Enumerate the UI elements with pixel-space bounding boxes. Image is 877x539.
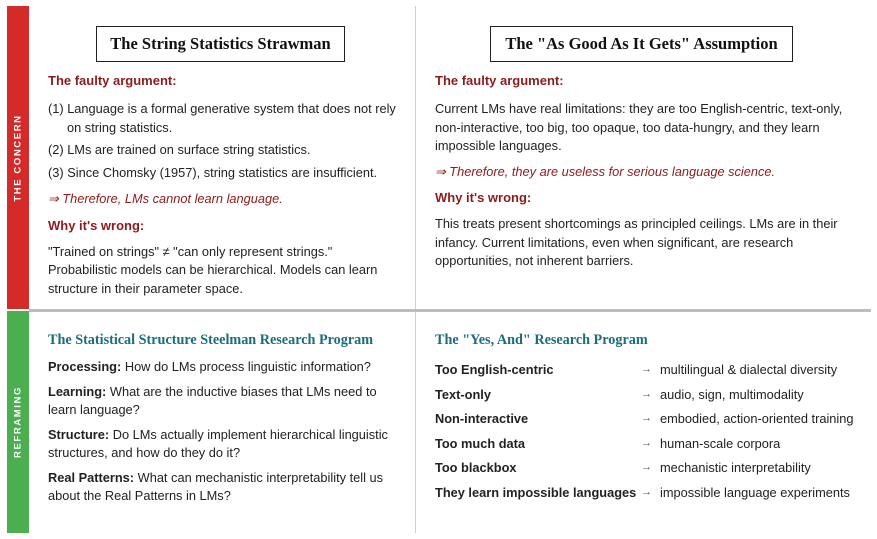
yes-and-limitation: Non-interactive bbox=[435, 411, 529, 426]
steelman-item-text: Do LMs actually implement hierarchical linguistic structures, and how do they do it? bbox=[48, 426, 388, 460]
yes-and-response: multilingual & dialectal diversity bbox=[660, 362, 838, 377]
strawman-panel bbox=[48, 73, 403, 298]
strawman-premise-2: (2) LMs are trained on surface string statistics. bbox=[48, 142, 311, 157]
steelman-item-text: What are the inductive biases that LMs need to learn language? bbox=[48, 383, 377, 417]
arrow-right-icon: → bbox=[641, 387, 652, 400]
good-enough-wrong-heading: Why it's wrong: bbox=[435, 190, 532, 205]
steelman-item-structure bbox=[48, 426, 393, 463]
vertical-divider bbox=[415, 6, 416, 533]
yes-and-limitation: Too much data bbox=[435, 435, 526, 451]
steelman-item-label: Processing: bbox=[48, 359, 122, 374]
yes-and-row bbox=[435, 362, 865, 382]
yes-and-response: mechanistic interpretability bbox=[660, 460, 811, 475]
good-enough-panel bbox=[435, 73, 845, 271]
good-enough-argument: Current LMs have real limitations: they are too English-centric, text-only, non-interactive, too big, too opaque, too data-hungry, and they learn impossible languages. bbox=[435, 101, 843, 153]
steelman-item-text: How do LMs process linguistic information? bbox=[124, 359, 371, 374]
strawman-wrong-heading: Why it's wrong: bbox=[48, 217, 145, 233]
yes-and-response: audio, sign, multimodality bbox=[660, 386, 804, 402]
yes-and-limitation: Too English-centric bbox=[435, 362, 554, 377]
reframing-band-label: REFRAMING bbox=[12, 386, 24, 458]
arrow-right-icon: → bbox=[641, 485, 652, 498]
yes-and-response: human-scale corpora bbox=[660, 435, 781, 451]
steelman-item-learning bbox=[48, 383, 383, 420]
reframing-band bbox=[7, 311, 29, 533]
yes-and-row bbox=[435, 460, 865, 480]
strawman-faulty-heading: The faulty argument: bbox=[48, 73, 177, 88]
yes-and-list bbox=[435, 362, 865, 512]
yes-and-limitation: They learn impossible languages bbox=[435, 484, 637, 500]
concern-band-label: THE CONCERN bbox=[12, 113, 24, 202]
strawman-conclusion: ⇒ Therefore, LMs cannot learn language. bbox=[48, 191, 283, 206]
strawman-title: The String Statistics Strawman bbox=[96, 26, 345, 62]
yes-and-response: impossible language experiments bbox=[660, 484, 850, 500]
strawman-premise-3: (3) Since Chomsky (1957), string statistics are insufficient. bbox=[48, 164, 378, 180]
arrow-right-icon: → bbox=[641, 363, 652, 375]
yes-and-row bbox=[435, 411, 865, 431]
yes-and-row bbox=[435, 485, 865, 505]
steelman-item-label: Real Patterns: bbox=[48, 469, 135, 485]
steelman-item-text: What can mechanistic interpretability tell us about the Real Patterns in LMs? bbox=[48, 469, 384, 503]
steelman-title: The Statistical Structure Steelman Research Program bbox=[48, 332, 374, 348]
concern-band bbox=[7, 6, 29, 309]
yes-and-row bbox=[435, 436, 865, 456]
yes-and-row bbox=[435, 387, 865, 407]
yes-and-title: The "Yes, And" Research Program bbox=[435, 332, 648, 348]
yes-and-panel bbox=[435, 332, 865, 349]
steelman-panel bbox=[48, 332, 398, 512]
steelman-item-real-patterns bbox=[48, 469, 388, 506]
horizontal-divider bbox=[29, 309, 871, 312]
arrow-right-icon: → bbox=[641, 461, 652, 473]
good-enough-faulty-heading: The faulty argument: bbox=[435, 73, 564, 88]
strawman-premise-1: (1) Language is a formal generative system that does not rely on string statistics. bbox=[48, 101, 396, 135]
yes-and-limitation: Text-only bbox=[435, 386, 491, 402]
arrow-right-icon: → bbox=[641, 412, 652, 424]
strawman-wrong-text: "Trained on strings" ≠ "can only represent strings." Probabilistic models can be hierarchical. Models can learn structure in their parameter space. bbox=[48, 243, 378, 296]
steelman-item-label: Structure: bbox=[48, 426, 110, 442]
good-enough-wrong-text: This treats present shortcomings as principled ceilings. LMs are in their infancy. Current limitations, even when significant, are research opportunities, not inherent barriers. bbox=[435, 216, 838, 268]
steelman-item-processing bbox=[48, 358, 398, 377]
good-enough-title: The "As Good As It Gets" Assumption bbox=[490, 26, 793, 62]
steelman-item-label: Learning: bbox=[48, 383, 107, 399]
yes-and-limitation: Too blackbox bbox=[435, 460, 517, 475]
yes-and-response: embodied, action-oriented training bbox=[660, 411, 854, 426]
good-enough-conclusion: ⇒ Therefore, they are useless for serious language science. bbox=[435, 163, 776, 179]
arrow-right-icon: → bbox=[641, 436, 652, 449]
